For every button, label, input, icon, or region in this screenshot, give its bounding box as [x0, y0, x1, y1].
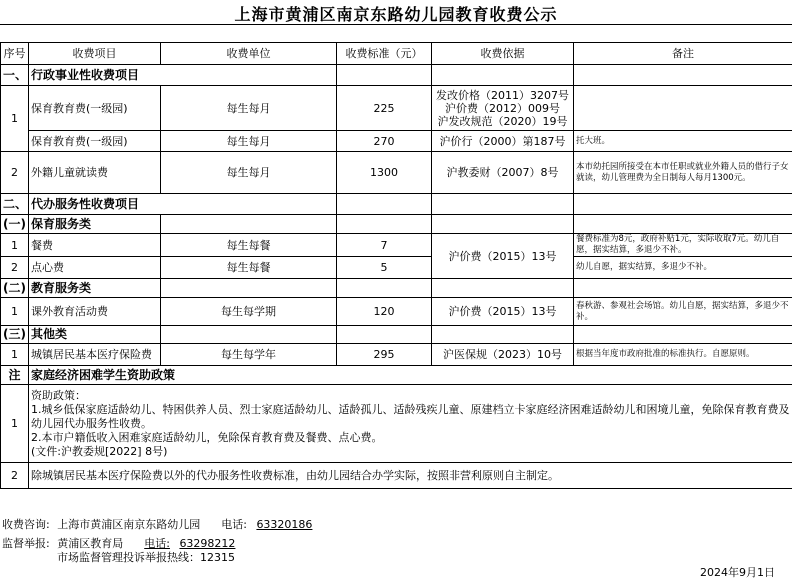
row-no: 1 — [1, 298, 29, 326]
table-row — [1, 344, 792, 366]
consult-line — [2, 516, 312, 532]
section-title: 行政事业性收费项目 — [29, 65, 337, 86]
basis-line: 沪发改规范（2020）19号 — [437, 114, 568, 128]
subsection-no: (一) — [1, 215, 29, 234]
row-item: 外籍儿童就读费 — [29, 152, 161, 194]
row-unit: 每生每学期 — [161, 298, 337, 326]
subsection-row — [1, 326, 792, 344]
page-title: 上海市黄浦区南京东路幼儿园教育收费公示 — [234, 5, 558, 24]
row-unit: 每生每月 — [161, 131, 337, 152]
note-line: (文件:沪教委规[2022] 8号) — [31, 444, 168, 458]
row-basis: 沪医保规（2023）10号 — [432, 344, 574, 366]
consult-org: 上海市黄浦区南京东路幼儿园 — [57, 518, 201, 531]
table-row — [1, 131, 792, 152]
header-no: 序号 — [1, 43, 29, 65]
subsection-no: (二) — [1, 279, 29, 298]
subsection-title: 保育服务类 — [29, 215, 161, 234]
note-title: 家庭经济困难学生资助政策 — [29, 366, 792, 385]
note-label: 注 — [1, 366, 29, 385]
subsection-no: (三) — [1, 326, 29, 344]
row-standard: 295 — [337, 344, 432, 366]
section-no: 一、 — [1, 65, 29, 86]
row-remark: 根据当年度市政府批准的标准执行。自愿原则。 — [574, 344, 792, 366]
row-item: 课外教育活动费 — [29, 298, 161, 326]
row-standard: 5 — [337, 257, 432, 279]
consult-label: 收费咨询: — [2, 518, 50, 531]
header-item: 收费项目 — [29, 43, 161, 65]
report-phone-label: 电话: — [144, 537, 170, 550]
row-item: 点心费 — [29, 257, 161, 279]
row-item: 城镇居民基本医疗保险费 — [29, 344, 161, 366]
subsection-row — [1, 279, 792, 298]
row-no: 1 — [1, 344, 29, 366]
basis-line: 沪价费（2012）009号 — [445, 101, 560, 115]
row-remark: 幼儿自愿，据实结算，多退少不补。 — [574, 257, 792, 279]
header-unit: 收费单位 — [161, 43, 337, 65]
subsection-row — [1, 215, 792, 234]
row-basis: 沪教委财（2007）8号 — [432, 152, 574, 194]
row-no: 1 — [1, 86, 29, 152]
header-standard: 收费标准（元） — [337, 43, 432, 65]
row-unit: 每生每学年 — [161, 344, 337, 366]
report-label: 监督举报: — [2, 537, 50, 550]
row-item: 餐费 — [29, 234, 161, 257]
section-row — [1, 65, 792, 86]
note-row — [1, 385, 792, 463]
row-standard: 225 — [337, 86, 432, 131]
table-row — [1, 257, 792, 279]
consult-phone: 63320186 — [256, 518, 313, 531]
note-line: 2.本市户籍低收入困难家庭适龄幼儿，免除保育教育费及餐费、点心费。 — [31, 430, 383, 444]
row-no: 1 — [1, 234, 29, 257]
row-item: 保育教育费(一级园) — [29, 131, 161, 152]
row-remark: 本市幼托园所接受在本市任职或就业外籍人员的借行子女就读，幼儿管理费为全日制每人每月1300元。 — [574, 152, 792, 194]
header-basis: 收费依据 — [432, 43, 574, 65]
row-remark — [574, 86, 792, 131]
row-remark: 春秋游、参观社会场馆。幼儿自愿，据实结算，多退少不补。 — [574, 298, 792, 326]
row-remark: 托大班。 — [574, 131, 792, 152]
row-basis: 沪价费（2015）13号 — [432, 234, 574, 279]
report-org: 黄浦区教育局 — [57, 537, 124, 550]
report-phone: 63298212 — [179, 537, 236, 550]
subsection-title: 教育服务类 — [29, 279, 161, 298]
row-no: 2 — [1, 257, 29, 279]
note-text — [29, 385, 792, 463]
row-item: 保育教育费(一级园) — [29, 86, 161, 131]
note-no: 1 — [1, 385, 29, 463]
note-line: 资助政策： — [31, 388, 86, 402]
note-line: 1.城乡低保家庭适龄幼儿、特困供养人员、烈士家庭适龄幼儿、适龄孤儿、适龄残疾儿童、原建档立卡家庭经济困难适龄幼儿和困境儿童，免除保育教育费及幼儿园代办服务性收费。 — [31, 402, 790, 430]
consult-phone-label: 电话: — [221, 518, 247, 531]
table-row — [1, 298, 792, 326]
section-row — [1, 194, 792, 215]
subsection-title: 其他类 — [29, 326, 161, 344]
table-row — [1, 234, 792, 257]
header-remark: 备注 — [574, 43, 792, 65]
hotline: 市场监督管理投诉举报热线：12315 — [57, 551, 235, 564]
row-unit: 每生每月 — [161, 86, 337, 131]
note-row — [1, 463, 792, 489]
table-row — [1, 152, 792, 194]
note-text: 除城镇居民基本医疗保险费以外的代办服务性收费标准，由幼儿园结合办学实际，按照非营利原则自主制定。 — [29, 463, 792, 489]
table-row — [1, 86, 792, 131]
row-basis: 沪价费（2015）13号 — [432, 298, 574, 326]
title-divider — [0, 24, 792, 25]
row-unit: 每生每餐 — [161, 234, 337, 257]
basis-line: 发改价格（2011）3207号 — [436, 88, 569, 102]
row-no: 2 — [1, 152, 29, 194]
row-basis — [432, 86, 574, 131]
publish-date: 2024年9月1日 — [700, 566, 775, 579]
note-header-row — [1, 366, 792, 385]
row-unit: 每生每餐 — [161, 257, 337, 279]
row-basis: 沪价行（2000）第187号 — [432, 131, 574, 152]
row-standard: 1300 — [337, 152, 432, 194]
section-no: 二、 — [1, 194, 29, 215]
row-standard: 270 — [337, 131, 432, 152]
row-unit: 每生每月 — [161, 152, 337, 194]
header-row — [1, 43, 792, 65]
row-remark: 餐费标准为8元，政府补贴1元，实际收取7元。幼儿自愿，据实结算，多退少不补。 — [574, 234, 792, 257]
row-standard: 120 — [337, 298, 432, 326]
section-title: 代办服务性收费项目 — [29, 194, 337, 215]
row-standard: 7 — [337, 234, 432, 257]
note-no: 2 — [1, 463, 29, 489]
fee-table — [0, 42, 792, 489]
